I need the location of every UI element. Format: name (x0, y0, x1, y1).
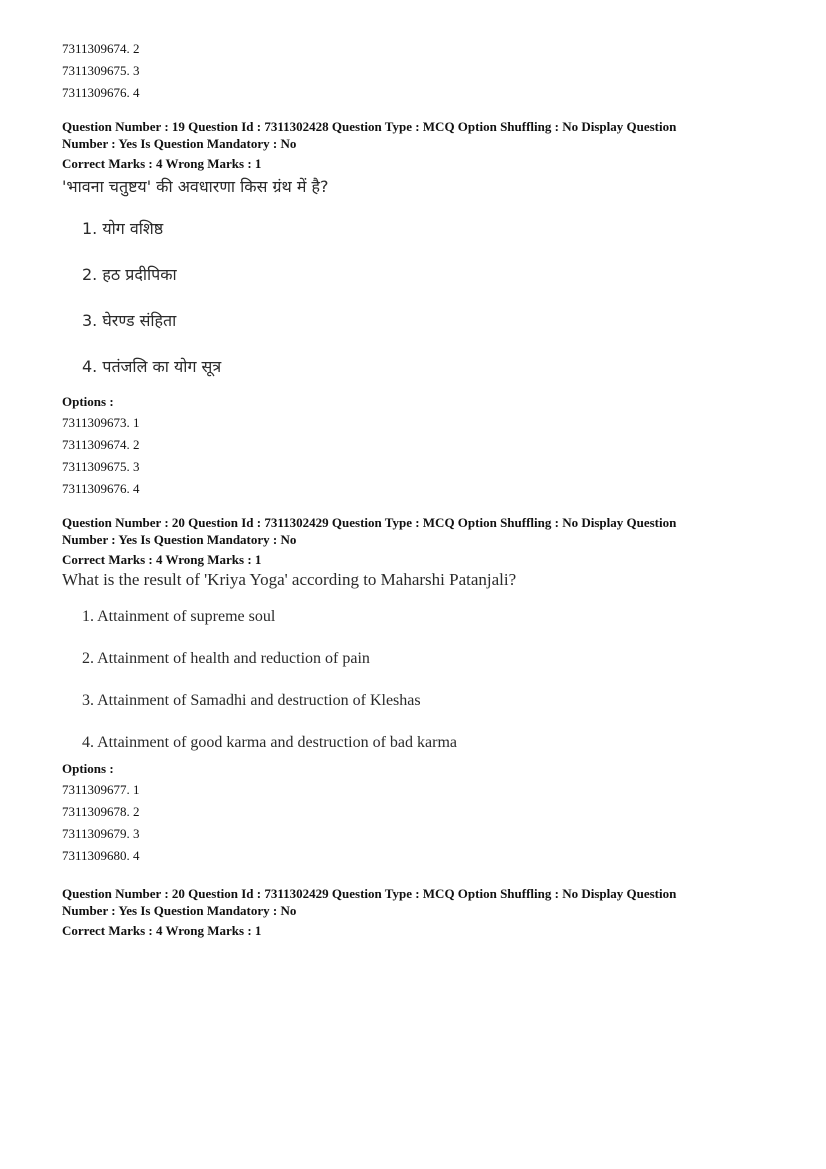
choice-item: 3. Attainment of Samadhi and destruction of Kleshas (82, 692, 421, 709)
question-marks: Correct Marks : 4 Wrong Marks : 1 (62, 923, 262, 938)
choice-item: 1. Attainment of supreme soul (82, 608, 276, 625)
question-meta-line: Question Number : 20 Question Id : 7311302429 Question Type : MCQ Option Shuffling : No Display Question (62, 886, 677, 901)
question-19-meta (62, 118, 767, 172)
choice-item: 2. Attainment of health and reduction of pain (82, 650, 370, 667)
option-id-line: 7311309680. 4 (62, 848, 140, 863)
option-id-line: 7311309679. 3 (62, 826, 140, 841)
option-id-line: 7311309674. 2 (62, 437, 140, 452)
choice-item: 2. हठ प्रदीपिका (82, 265, 177, 284)
option-id-line: 7311309675. 3 (62, 63, 140, 78)
question-19-options (62, 412, 767, 500)
question-meta-line: Number : Yes Is Question Mandatory : No (62, 136, 297, 151)
choice-item: 4. पतंजलि का योग सूत्र (82, 357, 222, 376)
choice-item: 4. Attainment of good karma and destruction of bad karma (82, 734, 458, 751)
option-id-line: 7311309678. 2 (62, 804, 140, 819)
option-id-line: 7311309674. 2 (62, 41, 140, 56)
question-20-choices (62, 597, 767, 765)
option-id-line: 7311309673. 1 (62, 415, 140, 430)
question-meta-line: Number : Yes Is Question Mandatory : No (62, 903, 297, 918)
question-meta-line: Number : Yes Is Question Mandatory : No (62, 532, 297, 547)
previous-options-list (62, 38, 767, 104)
option-id-line: 7311309676. 4 (62, 85, 140, 100)
choice-item: 1. योग वशिष्ठ (82, 219, 164, 238)
question-meta-line: Question Number : 20 Question Id : 7311302429 Question Type : MCQ Option Shuffling : No Display Question (62, 515, 677, 530)
question-marks: Correct Marks : 4 Wrong Marks : 1 (62, 156, 262, 171)
question-meta-line: Question Number : 19 Question Id : 7311302428 Question Type : MCQ Option Shuffling : No Display Question (62, 119, 677, 134)
question-20-options (62, 779, 767, 867)
option-id-line: 7311309675. 3 (62, 459, 140, 474)
choice-item: 3. घेरण्ड संहिता (82, 311, 177, 330)
option-id-line: 7311309676. 4 (62, 481, 140, 496)
question-20-meta (62, 514, 767, 568)
question-19-text: 'भावना चतुष्टय' की अवधारणा किस ग्रंथ में है? (62, 177, 329, 196)
question-20 (62, 514, 767, 867)
question-19 (62, 118, 767, 500)
options-label: Options : (62, 761, 114, 776)
option-id-line: 7311309677. 1 (62, 782, 140, 797)
question-20-repeat (62, 885, 767, 939)
question-19-choices (62, 208, 767, 392)
document-page (62, 38, 767, 939)
options-label: Options : (62, 394, 114, 409)
question-20-text: What is the result of 'Kriya Yoga' according to Maharshi Patanjali? (62, 570, 517, 589)
question-marks: Correct Marks : 4 Wrong Marks : 1 (62, 552, 262, 567)
